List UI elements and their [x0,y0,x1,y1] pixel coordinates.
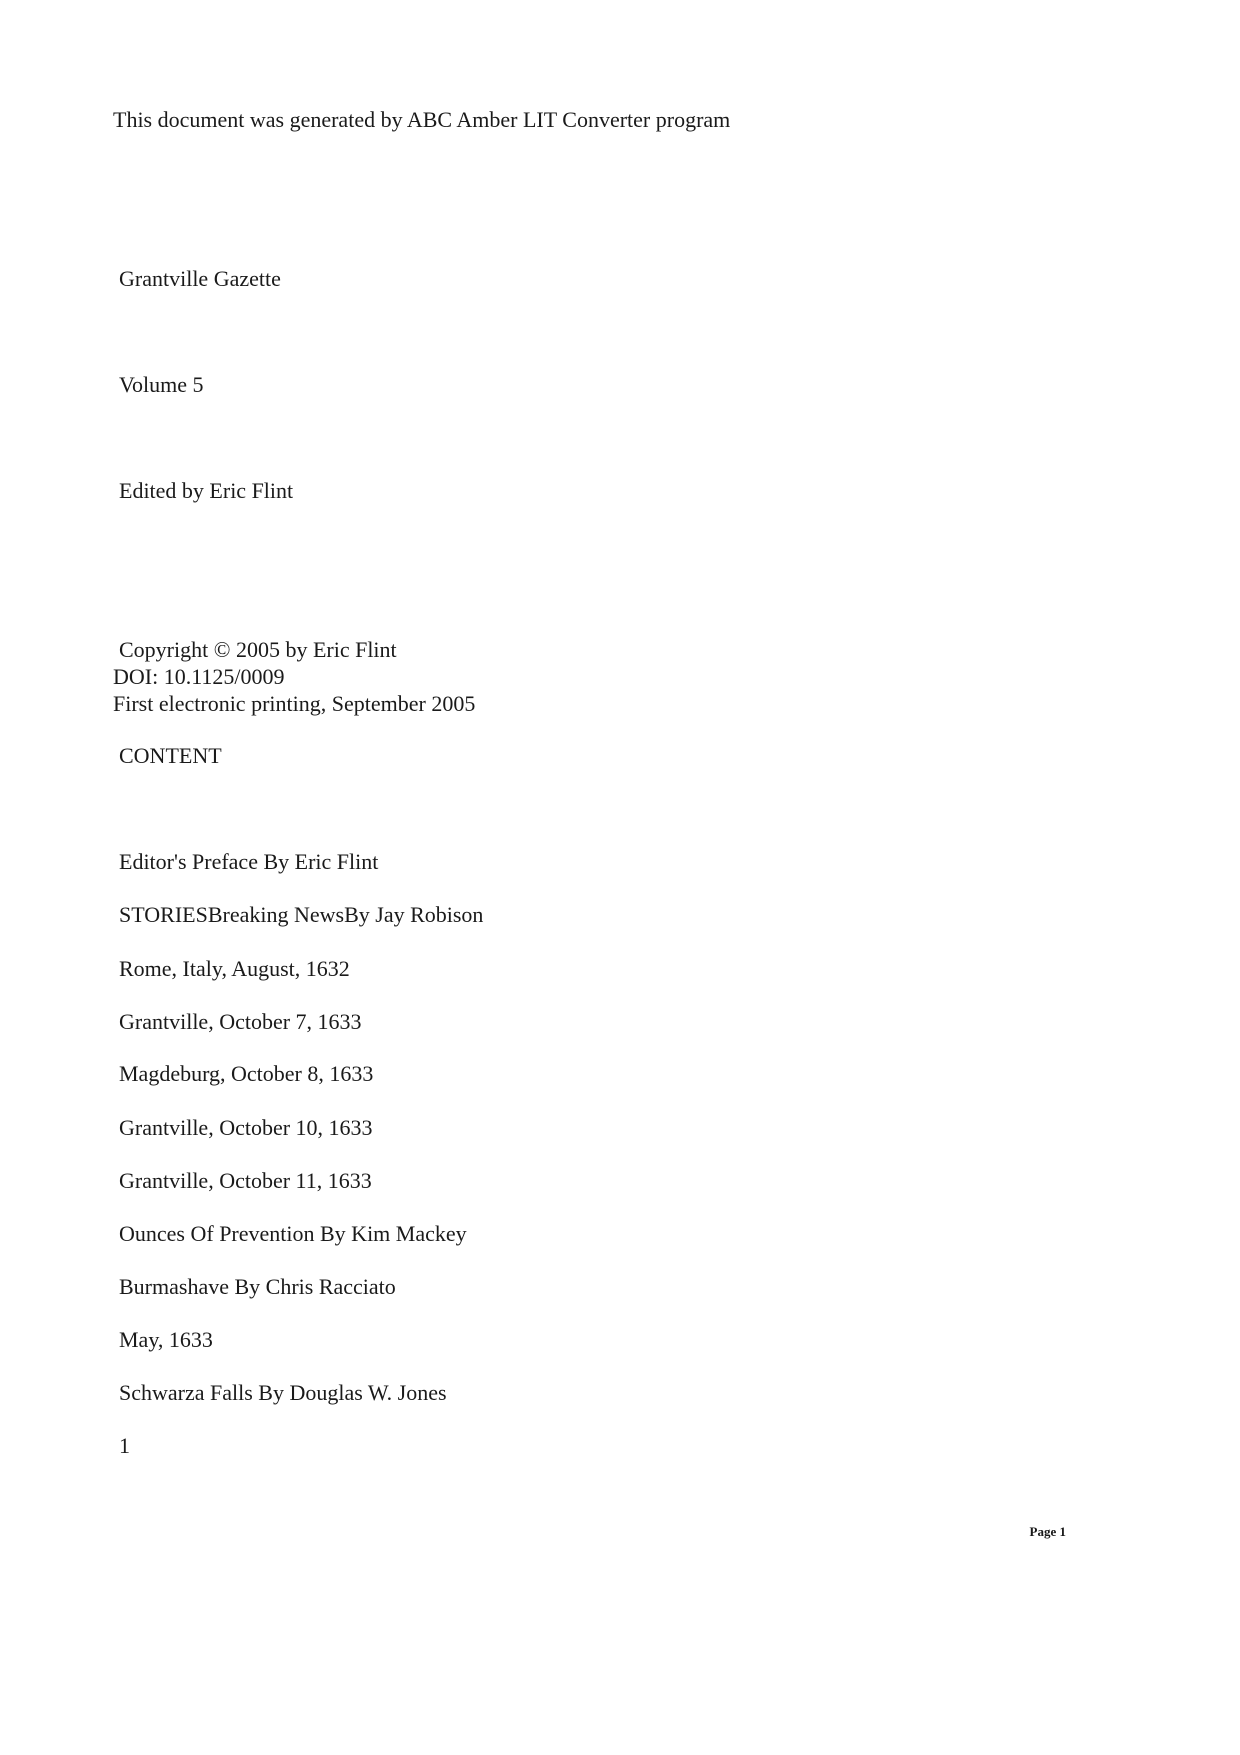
contents-item: Rome, Italy, August, 1632 [119,956,350,981]
contents-heading: CONTENT [119,743,222,768]
volume-label: Volume 5 [119,372,204,397]
contents-item: May, 1633 [119,1327,213,1352]
editor-credit: Edited by Eric Flint [119,478,294,503]
contents-item: Grantville, October 11, 1633 [119,1168,372,1193]
contents-item: Grantville, October 7, 1633 [119,1009,362,1034]
contents-item: Burmashave By Chris Racciato [119,1274,396,1299]
contents-item: Grantville, October 10, 1633 [119,1115,373,1140]
contents-item: Ounces Of Prevention By Kim Mackey [119,1221,467,1246]
doi-line: DOI: 10.1125/0009 [113,664,285,689]
printing-line: First electronic printing, September 2005 [113,691,476,716]
contents-item: Magdeburg, October 8, 1633 [119,1061,374,1086]
generator-note: This document was generated by ABC Amber LIT Converter program [113,107,731,132]
copyright-line: Copyright © 2005 by Eric Flint [119,637,397,662]
contents-item: Editor's Preface By Eric Flint [119,849,379,874]
document-title: Grantville Gazette [119,266,281,291]
contents-item: STORIESBreaking NewsBy Jay Robison [119,902,484,927]
page-number-label: Page 1 [1029,1524,1066,1539]
contents-item: Schwarza Falls By Douglas W. Jones [119,1380,447,1405]
contents-trailing-number: 1 [119,1433,130,1458]
